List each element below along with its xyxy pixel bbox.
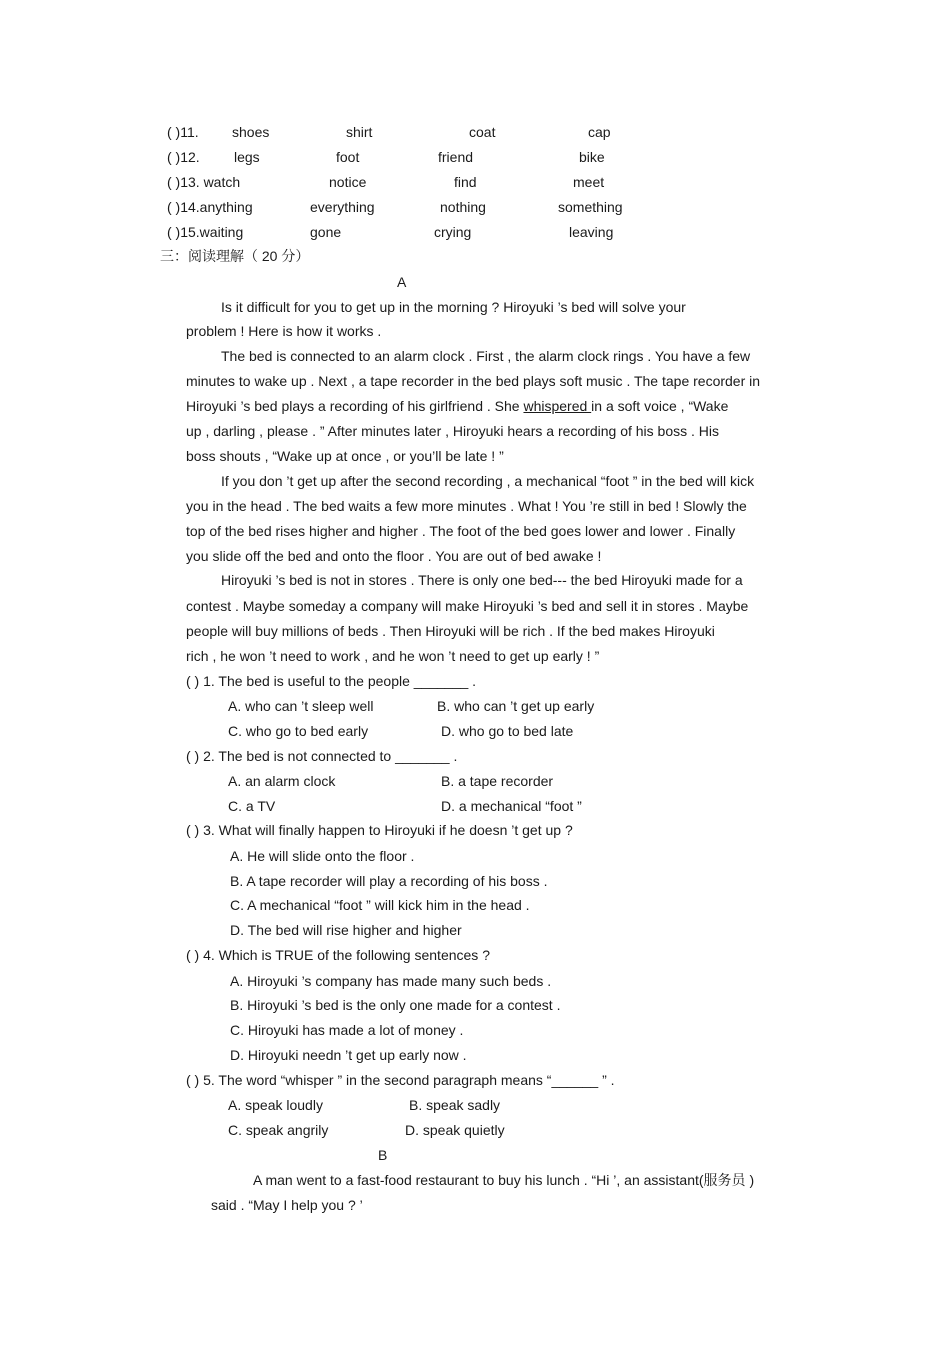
q2-option-c: C. a TV (228, 798, 276, 814)
question-number: ( )14.anything (167, 199, 253, 215)
passage-line: rich , he won ’t need to work , and he won ’t need to get up early ! ” (186, 648, 600, 664)
question-number: ( )13. watch (167, 174, 241, 190)
passage-line: said . “May I help you ? ’ (211, 1197, 363, 1213)
q3-option-b: B. A tape recorder will play a recording of his boss . (230, 873, 548, 889)
option-word: foot (336, 149, 360, 165)
question-1: ( ) 1. The bed is useful to the people _______ . (186, 673, 477, 689)
passage-line: people will buy millions of beds . Then Hiroyuki will be rich . If the bed makes Hiroyuki (186, 623, 715, 639)
q5-option-c: C. speak angrily (228, 1122, 329, 1138)
q4-option-d: D. Hiroyuki needn ’t get up early now . (230, 1047, 467, 1063)
question-number: ( )11. (167, 124, 199, 140)
passage-line: you in the head . The bed waits a few more minutes . What ! You ’re still in bed ! Slowly the (186, 498, 747, 514)
passage-a-label: A (397, 274, 407, 290)
option-word: cap (588, 124, 611, 140)
passage-b-label: B (378, 1147, 388, 1163)
q4-option-a: A. Hiroyuki ’s company has made many such beds . (230, 973, 552, 989)
question-3: ( ) 3. What will finally happen to Hiroyuki if he doesn ’t get up ? (186, 822, 573, 838)
passage-line: top of the bed rises higher and higher . The foot of the bed goes lower and lower . Finally (186, 523, 736, 539)
option-word: shirt (346, 124, 373, 140)
q1-option-c: C. who go to bed early (228, 723, 369, 739)
q3-option-c: C. A mechanical “foot ” will kick him in the head . (230, 897, 530, 913)
q5-option-a: A. speak loudly (228, 1097, 323, 1113)
passage-line: Is it difficult for you to get up in the morning ? Hiroyuki ’s bed will solve your (221, 299, 686, 315)
option-word: notice (329, 174, 367, 190)
q2-option-b: B. a tape recorder (441, 773, 554, 789)
passage-line: contest . Maybe someday a company will make Hiroyuki ’s bed and sell it in stores . Maybe (186, 598, 749, 614)
q2-option-a: A. an alarm clock (228, 773, 336, 789)
option-word: everything (310, 199, 375, 215)
passage-line: If you don ’t get up after the second recording , a mechanical “foot ” in the bed will kick (221, 473, 755, 489)
option-word: something (558, 199, 623, 215)
passage-line: up , darling , please . ” After minutes later , Hiroyuki hears a recording of his boss . His (186, 423, 720, 439)
q4-option-c: C. Hiroyuki has made a lot of money . (230, 1022, 464, 1038)
passage-line: Hiroyuki ’s bed is not in stores . There is only one bed--- the bed Hiroyuki made for a (221, 572, 743, 588)
vocab-row-14 (167, 198, 867, 218)
option-word: leaving (569, 224, 614, 240)
option-word: shoes (232, 124, 270, 140)
question-5: ( ) 5. The word “whisper ” in the second paragraph means “______ ” . (186, 1072, 615, 1088)
question-2: ( ) 2. The bed is not connected to _______ . (186, 748, 458, 764)
passage-line: boss shouts , “Wake up at once , or you’ll be late ! ” (186, 448, 504, 464)
question-number: ( )15.waiting (167, 224, 244, 240)
option-word: gone (310, 224, 342, 240)
q3-option-d: D. The bed will rise higher and higher (230, 922, 462, 938)
passage-line: minutes to wake up . Next , a tape recorder in the bed plays soft music . The tape recorder in (186, 373, 761, 389)
vocab-row-12 (167, 148, 867, 168)
passage-line (186, 397, 728, 415)
option-word: find (454, 174, 477, 190)
option-word: coat (469, 124, 496, 140)
q1-option-b: B. who can ’t get up early (437, 698, 595, 714)
option-word: bike (579, 149, 605, 165)
passage-line: problem ! Here is how it works . (186, 323, 382, 339)
vocab-row-13 (167, 173, 867, 193)
vocab-row-11 (167, 123, 867, 143)
q4-option-b: B. Hiroyuki ’s bed is the only one made for a contest . (230, 997, 561, 1013)
q3-option-a: A. He will slide onto the floor . (230, 848, 415, 864)
section-title: 三：阅读理解（ 20 分） (160, 248, 310, 264)
question-4: ( ) 4. Which is TRUE of the following sentences ? (186, 947, 490, 963)
q2-option-d: D. a mechanical “foot ” (441, 798, 582, 814)
vocab-row-15 (167, 223, 867, 243)
q5-option-d: D. speak quietly (405, 1122, 505, 1138)
option-word: legs (234, 149, 260, 165)
q5-option-b: B. speak sadly (409, 1097, 501, 1113)
passage-line: A man went to a fast-food restaurant to buy his lunch . “Hi ’, an assistant(服务员 ) (253, 1172, 755, 1188)
option-word: friend (438, 149, 474, 165)
option-word: nothing (440, 199, 486, 215)
q1-option-a: A. who can ’t sleep well (228, 698, 374, 714)
passage-text: in a soft voice , “Wake (591, 398, 729, 414)
passage-line: you slide off the bed and onto the floor . You are out of bed awake ! (186, 548, 602, 564)
option-word: crying (434, 224, 472, 240)
passage-text: Hiroyuki ’s bed plays a recording of his girlfriend . She (186, 398, 524, 414)
q1-option-d: D. who go to bed late (441, 723, 574, 739)
passage-line: The bed is connected to an alarm clock . First , the alarm clock rings . You have a few (221, 348, 751, 364)
underlined-word-whispered: whispered (523, 398, 592, 414)
option-word: meet (573, 174, 605, 190)
question-number: ( )12. (167, 149, 200, 165)
